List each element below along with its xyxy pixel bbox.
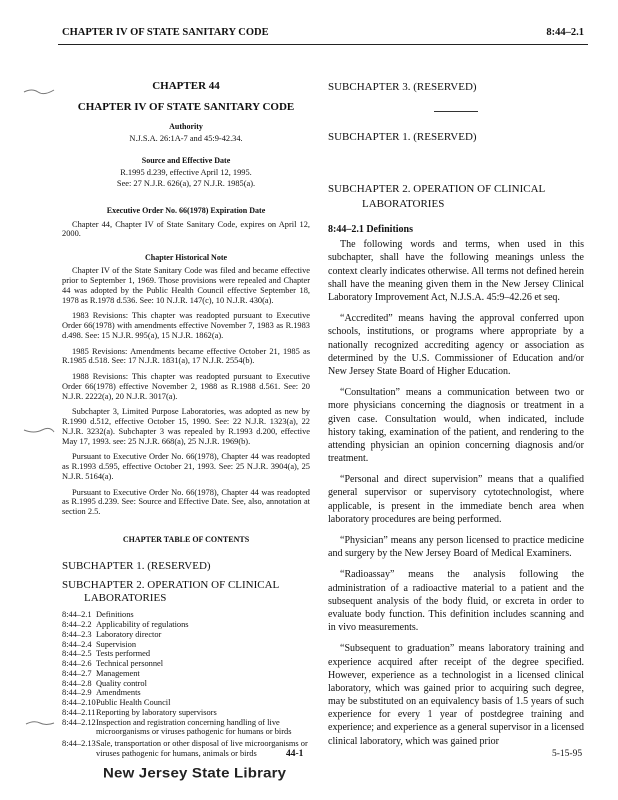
definition-paragraph: “Personal and direct supervision” means that a qualified general supervisor or supervisory cytotechnologist, where applicable, is present in the immediate bench area when laboratory procedures are being performed.: [328, 474, 584, 525]
section-heading: 8:44–2.1 Definitions: [328, 224, 413, 236]
toc-entry[interactable]: [62, 610, 310, 620]
toc-list: [62, 610, 310, 758]
chapter-number: CHAPTER 44: [152, 80, 220, 92]
toc-entry-number: 8:44–2.7: [62, 668, 92, 678]
source-heading: Source and Effective Date: [141, 155, 231, 165]
toc-entry-title: Amendments: [96, 688, 141, 698]
historical-note-paragraph: 1983 Revisions: This chapter was readopted pursuant to Executive Order 66(1978) with amendments effective November 7, 1983 as R.1983 d.498. See: 15 N.J.R. 995(a), 15 N.J.R. 1862(a).: [62, 311, 310, 340]
historical-note-heading: Chapter Historical Note: [144, 253, 228, 263]
library-stamp: New Jersey State Library: [103, 765, 287, 782]
toc-entry[interactable]: [62, 708, 310, 718]
page-number: 44-1: [286, 749, 304, 759]
toc-entry[interactable]: [62, 649, 310, 659]
toc-entry-title: Quality control: [96, 678, 147, 688]
running-header: [62, 27, 584, 41]
toc-entry-title: Sale, transportation or other disposal of live microorganisms or viruses pathogenic for humans, animals or birds: [96, 739, 308, 758]
historical-note-paragraph: Chapter IV of the State Sanitary Code was filed and became effective prior to September 1, 1969. Those provisions were repealed and Chapter 44 was adopted by the Public Health Council effective September 18, 1978 as R.1978 d.536. See: 10 N.J.R. 147(c), 10 N.J.R. 430(a).: [62, 266, 310, 305]
toc-entry-number: 8:44–2.3: [62, 629, 92, 639]
historical-note-paragraph: Pursuant to Executive Order No. 66(1978), Chapter 44 was readopted as R.1995 d.239. See: Source and Effective Date. See, also, annotation at section 2.5.: [62, 487, 310, 517]
toc-entry-title: Public Health Council: [96, 698, 171, 708]
toc-entry-title: Tests performed: [96, 649, 151, 659]
chapter-title: CHAPTER IV OF STATE SANITARY CODE: [77, 100, 295, 113]
toc-entry-number: 8:44–2.6: [62, 659, 92, 669]
toc-entry[interactable]: [62, 698, 310, 708]
source-line: See: 27 N.J.R. 626(a), 27 N.J.R. 1985(a).: [116, 178, 256, 188]
header-section-number: 8:44–2.1: [546, 27, 584, 38]
margin-mark-icon: [22, 86, 56, 96]
toc-entry[interactable]: [62, 659, 310, 669]
subchapter-3-heading: SUBCHAPTER 3. (RESERVED): [328, 81, 477, 93]
definition-paragraph: “Radioassay” means the analysis following the administration of a radioactive material to a patient and the subsequent analysis of the body fluid, or excreta in order to evaluate body function. This definition includes scanning and in vivo measurements.: [328, 569, 584, 634]
toc-entry[interactable]: [62, 739, 310, 759]
historical-note-paragraph: Subchapter 3, Limited Purpose Laboratories, was adopted as new by R.1990 d.512, effective October 15, 1990. See: 22 N.J.R. 1323(a), 22 N.J.R. 3232(a). Subchapter 3 was repealed by R.1993 d.200, effective May 17, 1993. see: 25 N.J.R. 668(a), 25 N.J.R. 1969(b).: [62, 407, 310, 446]
toc-heading: CHAPTER TABLE OF CONTENTS: [122, 534, 250, 544]
toc-subchapter-2-line: LABORATORIES: [84, 591, 167, 604]
toc-entry-number: 8:44–2.12: [62, 717, 96, 727]
toc-entry-title: Reporting by laboratory supervisors: [96, 707, 217, 717]
toc-entry[interactable]: [62, 718, 310, 738]
subchapter-1-heading: SUBCHAPTER 1. (RESERVED): [328, 130, 477, 143]
toc-entry-number: 8:44–2.11: [62, 707, 96, 717]
toc-entry-number: 8:44–2.4: [62, 639, 92, 649]
revision-date: 5-15-95: [552, 749, 583, 759]
right-column: [328, 80, 584, 748]
toc-entry-number: 8:44–2.9: [62, 688, 92, 698]
section-divider: [434, 111, 478, 112]
toc-entry-number: 8:44–2.13: [62, 739, 96, 749]
header-rule: [58, 44, 588, 45]
definition-paragraph: “Subsequent to graduation” means laboratory training and experience acquired after receipt of the degree specified. However, experience as a technologist in a licensed clinical laboratory, which was gained prior to acquiring such degree, may be substituted on an equivalency basis of 1.5 years of such experience for every 1 year of postdegree training and experience; and experience as a general supervisor in a licensed clinical laboratory, which was gained prior: [328, 643, 584, 747]
definition-paragraph: “Physician” means any person licensed to practice medicine and surgery by the New Jersey Board of Medical Examiners.: [328, 535, 584, 560]
toc-entry-number: 8:44–2.8: [62, 678, 92, 688]
toc-entry[interactable]: [62, 640, 310, 650]
historical-note-paragraph: 1985 Revisions: Amendments became effective October 21, 1985 as R.1985 d.518. See: 17 N.J.R. 1831(a), 17 N.J.R. 2554(b).: [62, 346, 310, 366]
definition-paragraph: “Consultation” means a communication between two or more physicians concerning the diagnosis or treatment in a given case. Consultation would, when indicated, include history taking, examination of the patient, and rendering to the attending physician an opinion concerning diagnosis and/or treatment.: [328, 387, 584, 465]
toc-entry-title: Management: [96, 668, 140, 678]
toc-entry[interactable]: [62, 688, 310, 698]
toc-entry-title: Inspection and registration concerning handling of live microorganisms or viruses pathogenic for humans or birds: [96, 717, 292, 737]
toc-entry-title: Technical personnel: [96, 659, 164, 669]
definition-paragraph: The following words and terms, when used in this subchapter, shall have the following meanings unless the context clearly indicates otherwise. All terms not defined herein shall have the meaning given them in the New Jersey Clinical Laboratory Improvement Act, N.J.S.A. 45:9–42.26 et seq.: [328, 239, 584, 303]
toc-entry-number: 8:44–2.10: [62, 698, 96, 708]
subchapter-2-heading-line: LABORATORIES: [362, 197, 445, 210]
toc-entry[interactable]: [62, 679, 310, 689]
toc-entry-number: 8:44–2.2: [62, 620, 92, 630]
source-line: R.1995 d.239, effective April 12, 1995.: [120, 167, 252, 177]
authority-text: N.J.S.A. 26:1A-7 and 45:9-42.34.: [129, 133, 243, 143]
toc-subchapter-1: SUBCHAPTER 1. (RESERVED): [62, 560, 211, 573]
margin-mark-icon: [22, 426, 56, 436]
header-chapter-title: CHAPTER IV OF STATE SANITARY CODE: [62, 27, 269, 38]
toc-entry-number: 8:44–2.1: [62, 610, 92, 620]
toc-subchapter-2-line: SUBCHAPTER 2. OPERATION OF CLINICAL: [62, 578, 280, 591]
subchapter-2-heading-line: SUBCHAPTER 2. OPERATION OF CLINICAL: [328, 183, 546, 196]
toc-entry[interactable]: [62, 630, 310, 640]
toc-entry-number: 8:44–2.5: [62, 649, 92, 659]
definition-paragraph: “Accredited” means having the approval conferred upon schools, institutions, or programs where appropriate by a nationally recognized accrediting agency or association as determined by the U.S. Commissioner of Education and/or New Jersey State Board of Higher Education.: [328, 313, 584, 377]
toc-entry-title: Laboratory director: [96, 629, 162, 639]
subchapter-2-heading: [328, 182, 584, 211]
historical-note-paragraph: Pursuant to Executive Order No. 66(1978), Chapter 44 was readopted as R.1993 d.595, effective October 21, 1993. See: 25 N.J.R. 3904(a), 25 N.J.R. 5164(a).: [62, 452, 310, 481]
margin-mark-icon: [22, 718, 56, 728]
toc-subchapter-2: [62, 579, 310, 605]
toc-entry-title: Applicability of regulations: [96, 620, 189, 630]
executive-order-text: Chapter 44, Chapter IV of State Sanitary Code, expires on April 12, 2000.: [62, 219, 310, 239]
toc-entry[interactable]: [62, 620, 310, 630]
historical-note-paragraph: 1988 Revisions: This chapter was readopted pursuant to Executive Order 66(1978) effective November 2, 1988 as R.1988 d.561. See: 20 N.J.R. 2222(a), 20 N.J.R. 3017(a).: [62, 372, 310, 401]
toc-entry-title: Definitions: [96, 610, 134, 620]
toc-entry-title: Supervision: [96, 639, 137, 649]
toc-entry[interactable]: [62, 669, 310, 679]
authority-heading: Authority: [169, 121, 203, 131]
executive-order-heading: Executive Order No. 66(1978) Expiration Date: [106, 206, 266, 216]
left-column: [62, 80, 310, 759]
